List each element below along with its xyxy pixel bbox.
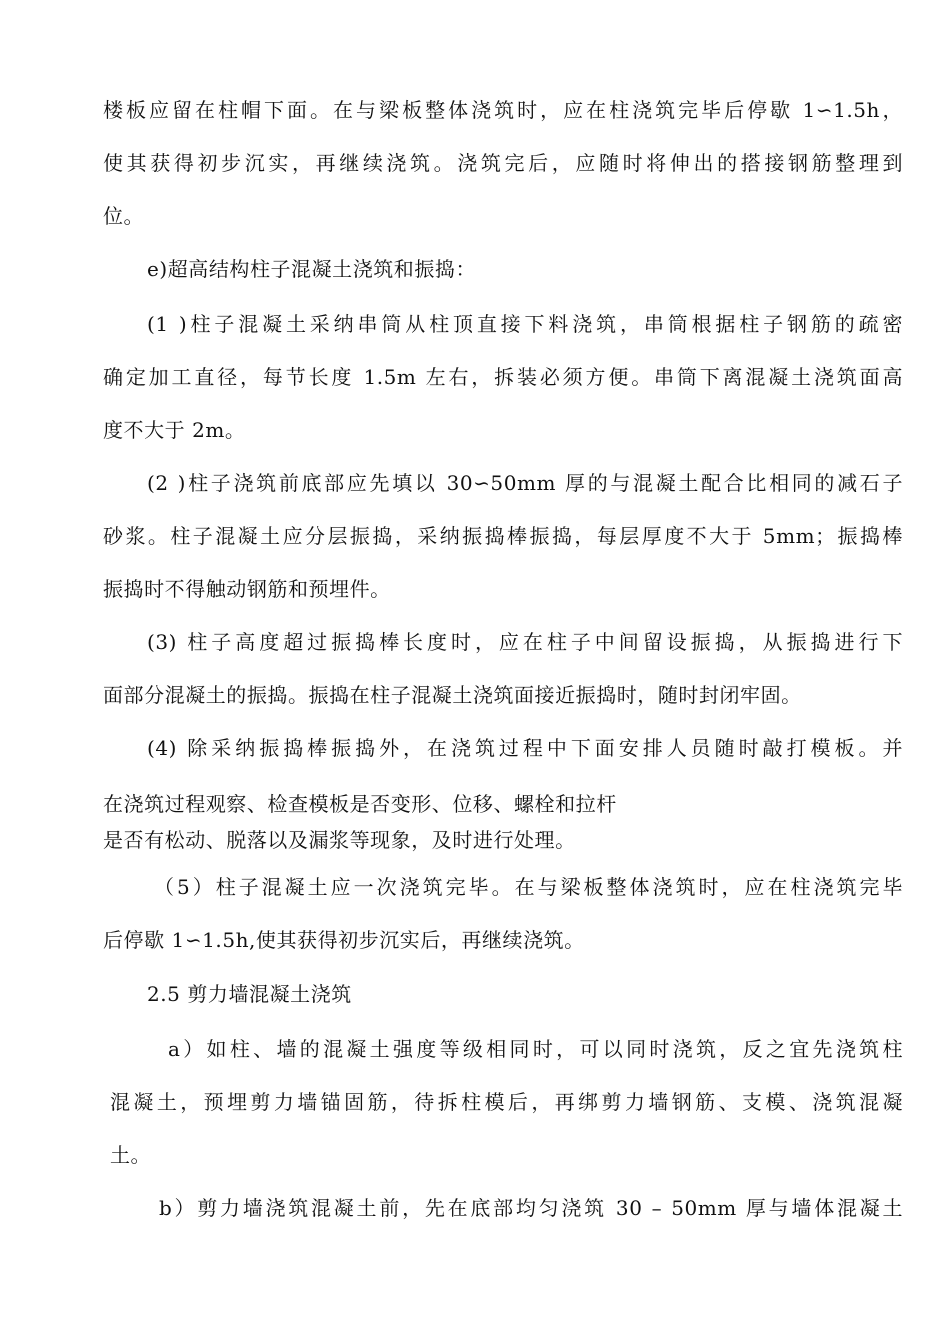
text-line: （5）柱子混凝土应一次浇筑完毕。在与梁板整体浇筑时，应在柱浇筑完毕: [154, 875, 903, 899]
text-line: (3) 柱子高度超过振捣棒长度时，应在柱子中间留设振捣，从振捣进行下: [147, 630, 903, 654]
text-line: 楼板应留在柱帽下面。在与梁板整体浇筑时，应在柱浇筑完毕后停歇 1∽1.5h，: [103, 98, 903, 122]
text-line: 砂浆。柱子混凝土应分层振捣，采纳振捣棒振捣，每层厚度不大于 5mm；振捣棒: [103, 524, 903, 548]
section-heading: e)超高结构柱子混凝土浇筑和振捣：: [147, 257, 476, 281]
text-line: (1 )柱子混凝土采纳串筒从柱顶直接下料浇筑，串筒根据柱子钢筋的疏密: [147, 312, 903, 336]
text-line: 在浇筑过程观察、检查模板是否变形、位移、螺栓和拉杆: [103, 792, 617, 816]
text-line: 位。: [103, 204, 145, 228]
text-line: 度不大于 2m。: [103, 418, 246, 442]
text-line: 确定加工直径，每节长度 1.5m 左右，拆装必须方便。串筒下离混凝土浇筑面高: [103, 365, 903, 389]
text-line: b）剪力墙浇筑混凝土前，先在底部均匀浇筑 30 – 50mm 厚与墙体混凝土: [159, 1196, 903, 1220]
section-heading: 2.5 剪力墙混凝土浇筑: [147, 982, 352, 1006]
text-line: (4) 除采纳振捣棒振捣外，在浇筑过程中下面安排人员随时敲打模板。并: [147, 736, 903, 760]
text-line: (2 )柱子浇筑前底部应先填以 30∽50mm 厚的与混凝土配合比相同的减石子: [147, 471, 903, 495]
text-line: a）如柱、墙的混凝土强度等级相同时，可以同时浇筑，反之宜先浇筑柱: [168, 1037, 903, 1061]
text-line: 是否有松动、脱落以及漏浆等现象，及时进行处理。: [103, 828, 576, 852]
text-line: 振捣时不得触动钢筋和预埋件。: [103, 577, 391, 601]
text-line: 混凝土，预埋剪力墙锚固筋，待拆柱模后，再绑剪力墙钢筋、支模、浇筑混凝: [110, 1090, 903, 1114]
text-line: 使其获得初步沉实，再继续浇筑。浇筑完后，应随时将伸出的搭接钢筋整理到: [103, 151, 903, 175]
text-line: 后停歇 1∽1.5h,使其获得初步沉实后，再继续浇筑。: [103, 928, 585, 952]
text-line: 面部分混凝土的振捣。振捣在柱子混凝土浇筑面接近振捣时，随时封闭牢固。: [103, 683, 802, 707]
text-line: 土。: [110, 1143, 152, 1167]
